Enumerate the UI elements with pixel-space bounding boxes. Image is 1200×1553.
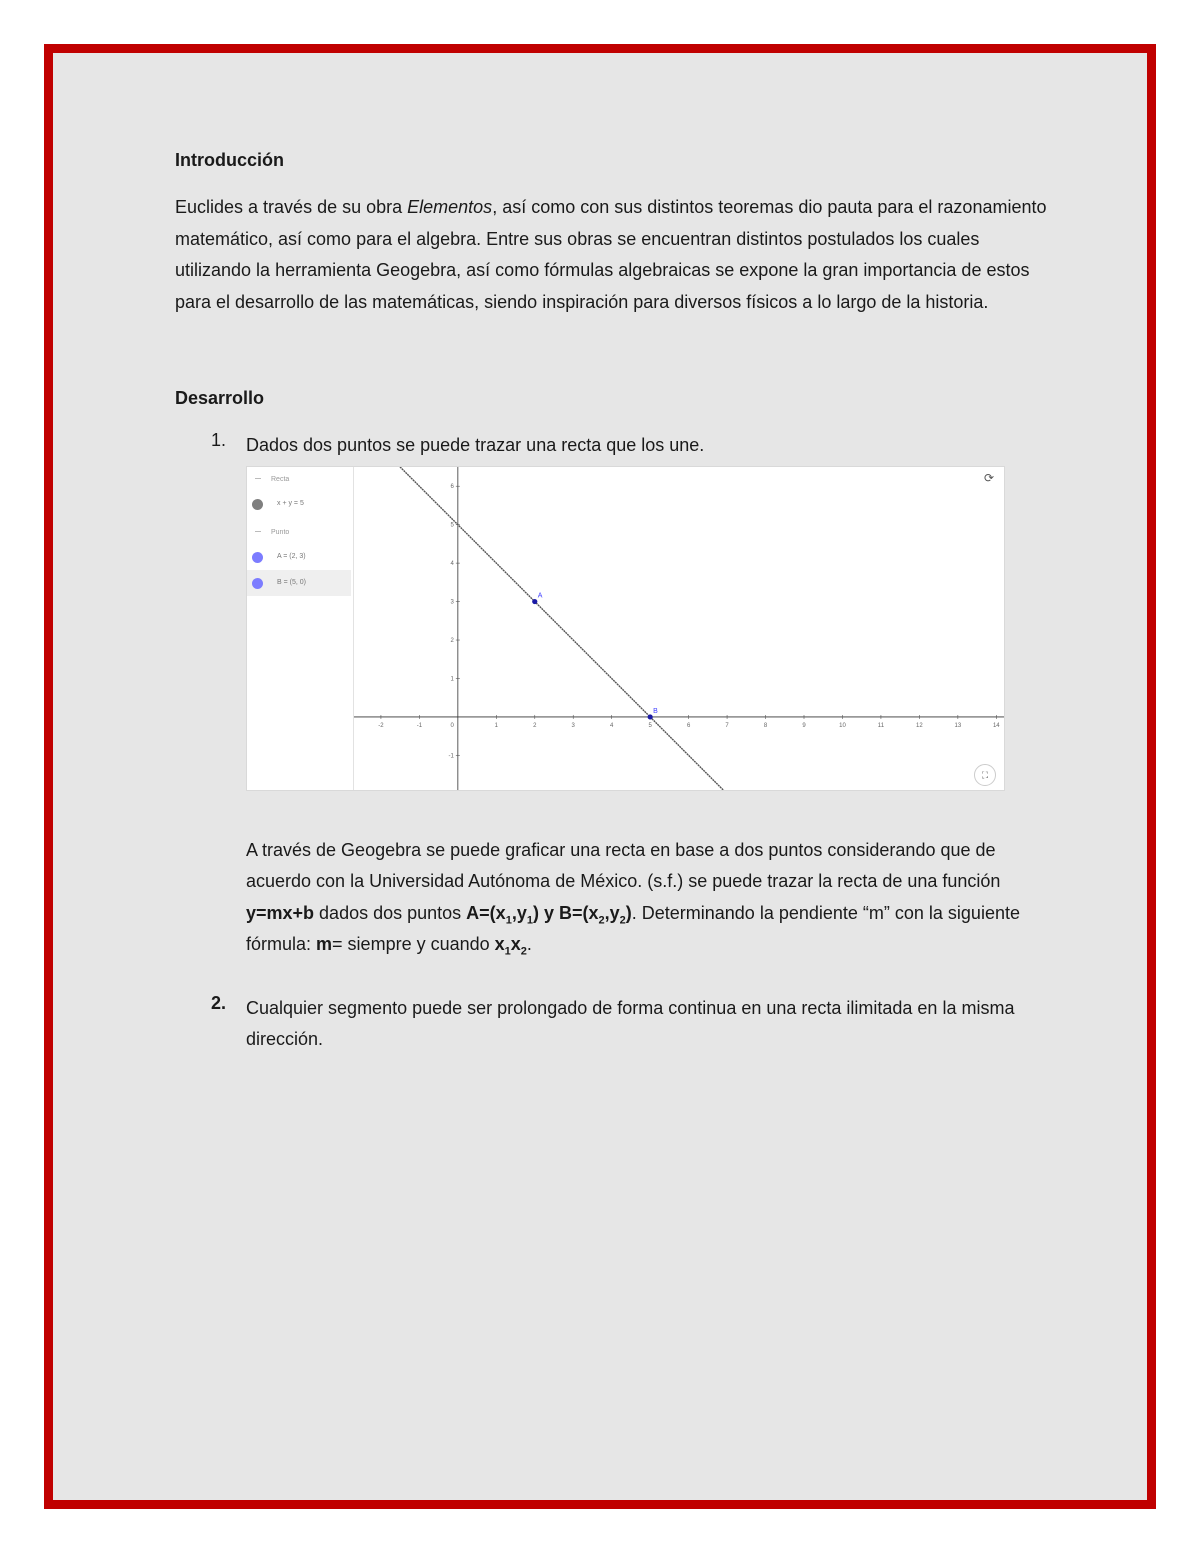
list-text-1: Dados dos puntos se puede trazar una recta que los une. (246, 435, 705, 455)
x-tick-label: 4 (610, 722, 614, 729)
list-number-2: 2. (211, 992, 227, 1013)
x-tick-label: 10 (839, 722, 846, 729)
visibility-toggle-icon[interactable] (252, 578, 263, 589)
point-a-formula: $A=(x_1,y_1)$ y $B=(x_2,y_2)$ (466, 902, 632, 927)
x-tick-label: 6 (686, 722, 691, 729)
condition: $x_1x_2$ (494, 934, 527, 958)
algebra-item-label: Recta (271, 475, 290, 483)
x-tick-label: 9 (802, 722, 806, 729)
y-tick-label: -1 (448, 752, 454, 759)
fullscreen-icon[interactable]: ⛶ (974, 764, 996, 786)
list-item-2 (175, 993, 1055, 1056)
point-b (648, 714, 653, 719)
x-tick-label: 12 (916, 722, 923, 729)
list-item-1 (175, 430, 1055, 462)
geogebra-explanation: A través de Geogebra se puede graficar una recta en base a dos puntos considerando que de acuerdo con la Universidad Autónoma de México. (s.f.) se puede trazar la recta de una función y=mx+b dados dos puntos $A=(x_1,y_1)$ y $B=(x_2,y_2)$. Determinando la pendiente “m” con la siguiente fórmula: m= siempre y cuando $x_1x_2$. (246, 839, 1020, 958)
algebra-item-label: Punto (271, 528, 290, 536)
x-tick-label: 1 (494, 722, 498, 729)
x-tick-label: 2 (533, 722, 537, 729)
document-page (44, 44, 1156, 1509)
visibility-toggle-icon[interactable] (252, 552, 263, 563)
y-tick-label: 1 (450, 675, 454, 682)
intro-text-2: , así como con sus distintos teoremas dio pauta para el razonamiento matemático, así como para el algebra. Entre sus obras se encuentran distintos postulados los cuales utilizando la herramienta Geogebra, así como fórmulas algebraicas se expone la gran importancia de estos para el desarrollo de las matemáticas, siendo inspiración para diversos físicos a lo largo de la historia. (175, 197, 1047, 312)
x-tick-label: 13 (954, 722, 962, 729)
y-tick-label: 5 (450, 522, 454, 529)
algebra-group-header[interactable] (247, 467, 351, 493)
list-text-2: Cualquier segmento puede ser prolongado de forma continua en una recta ilimitada en la misma dirección. (246, 997, 1015, 1049)
y-tick-label: 2 (450, 637, 454, 644)
algebra-item[interactable] (247, 570, 351, 596)
x-tick-label: 7 (725, 722, 729, 729)
y-tick-label: 4 (450, 560, 454, 567)
algebra-item[interactable] (247, 544, 351, 570)
y-tick-label: 3 (450, 599, 454, 606)
x-tick-label: -2 (378, 722, 384, 729)
refresh-icon[interactable]: ⟳ (984, 470, 995, 485)
line-recta (354, 467, 1004, 790)
visibility-toggle-icon[interactable] (252, 499, 263, 510)
algebra-item[interactable] (247, 491, 351, 517)
x-tick-label: 8 (763, 722, 768, 729)
intro-paragraph (175, 192, 1055, 318)
point-label: B (653, 707, 658, 715)
point-a (532, 598, 537, 603)
m-label: m (316, 934, 333, 954)
x-tick-label: 11 (877, 722, 885, 729)
document-content (175, 148, 1055, 1056)
desarrollo-heading: Desarrollo (175, 388, 265, 408)
x-tick-label: 5 (648, 722, 652, 729)
x-tick-label: 3 (571, 722, 575, 729)
algebra-item-label: A = (2, 3) (277, 552, 306, 560)
y-tick-label: 6 (450, 483, 454, 490)
x-tick-label: 14 (992, 722, 1000, 729)
intro-heading: Introducción (175, 150, 284, 170)
algebra-item-label: B = (5, 0) (277, 578, 306, 586)
point-label: A (537, 592, 543, 600)
origin-label: 0 (450, 722, 454, 729)
algebra-view (247, 467, 354, 790)
intro-text-1: Euclides a través de su obra (175, 197, 408, 217)
algebra-group-header[interactable] (247, 520, 351, 546)
x-tick-label: -1 (416, 722, 423, 729)
algebra-item-label: x + y = 5 (277, 499, 304, 507)
equation: y=mx+b (246, 902, 315, 923)
intro-emphasis: Elementos (407, 197, 493, 217)
graphics-view (354, 467, 1004, 790)
geogebra-screenshot (246, 466, 1005, 791)
list-number-1: 1. (211, 430, 227, 450)
